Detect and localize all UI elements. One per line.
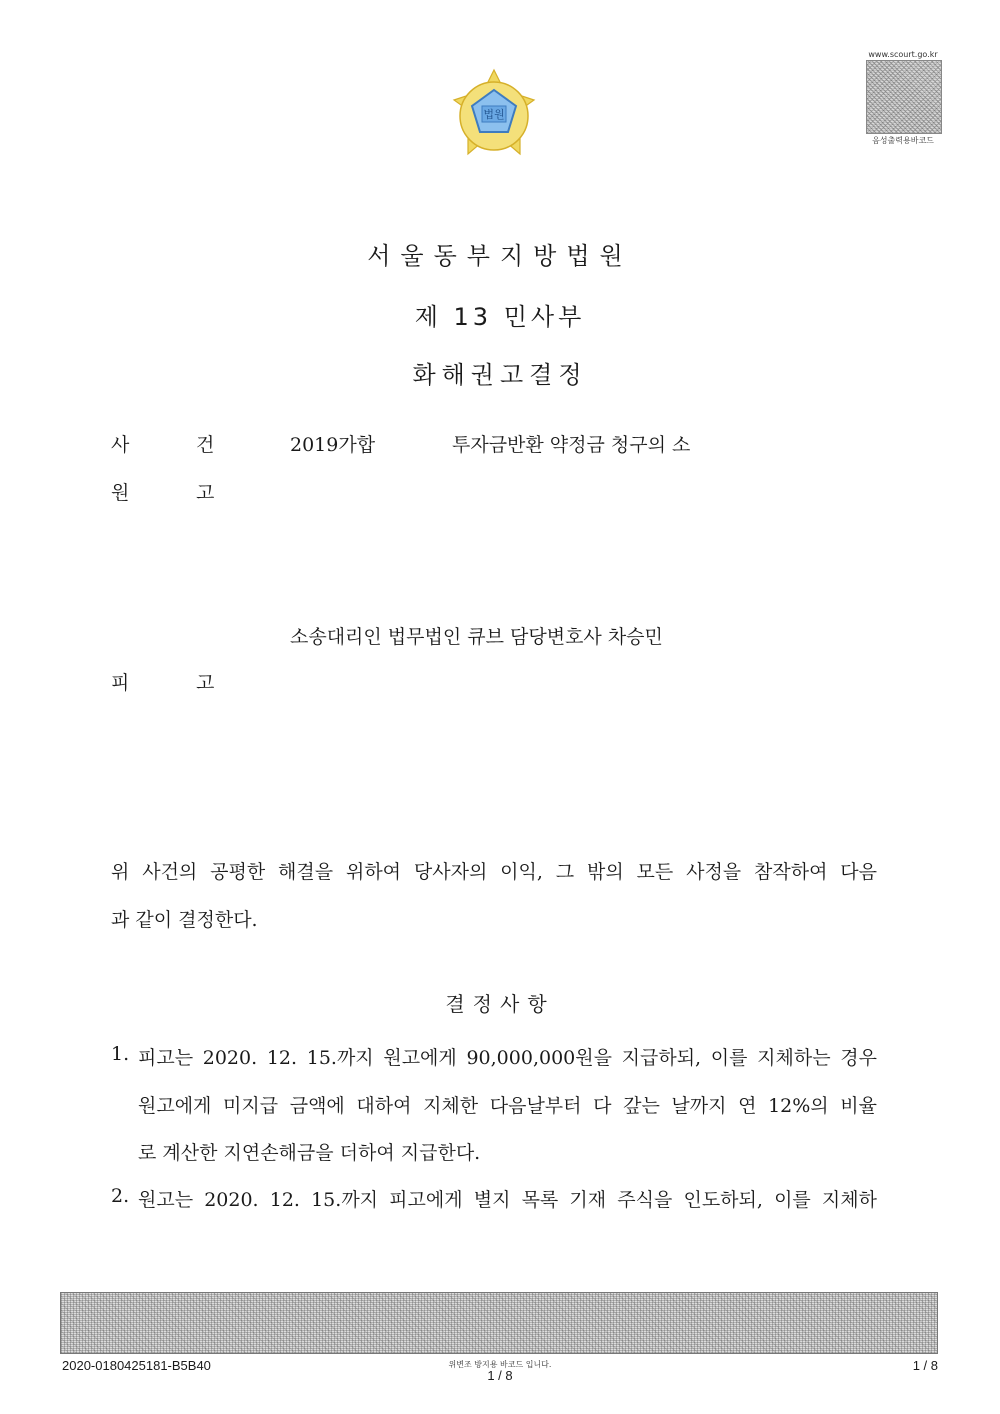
division: 제 13 민사부 [414,303,586,331]
center-page-number: 1 / 8 [487,1368,513,1383]
court-seal-icon [446,66,542,162]
item-2-line-1: 원고는 2020. 12. 15.까지 피고에게 별지 목록 기재 주식을 인도하되, 이를 지체하 [138,1189,877,1211]
document-id: 2020-0180425181-B5B40 [62,1358,211,1373]
label-plaintiff-2: 고 [196,482,215,504]
item-2-number: 2. [111,1185,130,1207]
seal-text: 법원 [483,108,505,121]
qr-caption: 음성출력용바코드 [872,136,934,145]
court-name: 서울동부지방법원 [367,242,633,270]
intro-line-2: 과 같이 결정한다. [111,909,258,931]
page-number: 1 / 8 [912,1358,938,1373]
label-defendant-2: 고 [196,672,215,694]
label-plaintiff-1: 원 [111,482,130,504]
document-title: 화해권고결정 [412,361,588,389]
anti-forgery-barcode [60,1292,938,1354]
item-1-line-2: 원고에게 미지급 금액에 대하여 지체한 다음날부터 다 갚는 날까지 연 12%의 비율 [138,1095,877,1117]
label-case-2: 건 [196,434,215,456]
barcode-note: 위변조 방지용 바코드 입니다. [448,1360,552,1369]
case-number: 2019가합 [290,434,376,456]
label-case-1: 사 [111,434,130,456]
qr-url: www.scourt.go.kr [868,50,938,59]
case-name: 투자금반환 약정금 청구의 소 [452,434,691,456]
item-1-number: 1. [111,1043,130,1065]
label-defendant-1: 피 [111,672,130,694]
plaintiff-counsel: 소송대리인 법무법인 큐브 담당변호사 차승민 [290,626,663,648]
intro-line-1: 위 사건의 공평한 해결을 위하여 당사자의 이익, 그 밖의 모든 사정을 참작하여 다음 [111,861,877,883]
section-heading: 결정사항 [445,992,555,1016]
item-1-line-1: 피고는 2020. 12. 15.까지 원고에게 90,000,000원을 지급하되, 이를 지체하는 경우 [138,1047,877,1069]
item-1-line-3: 로 계산한 지연손해금을 더하여 지급한다. [138,1142,481,1164]
voice-barcode [866,60,942,134]
